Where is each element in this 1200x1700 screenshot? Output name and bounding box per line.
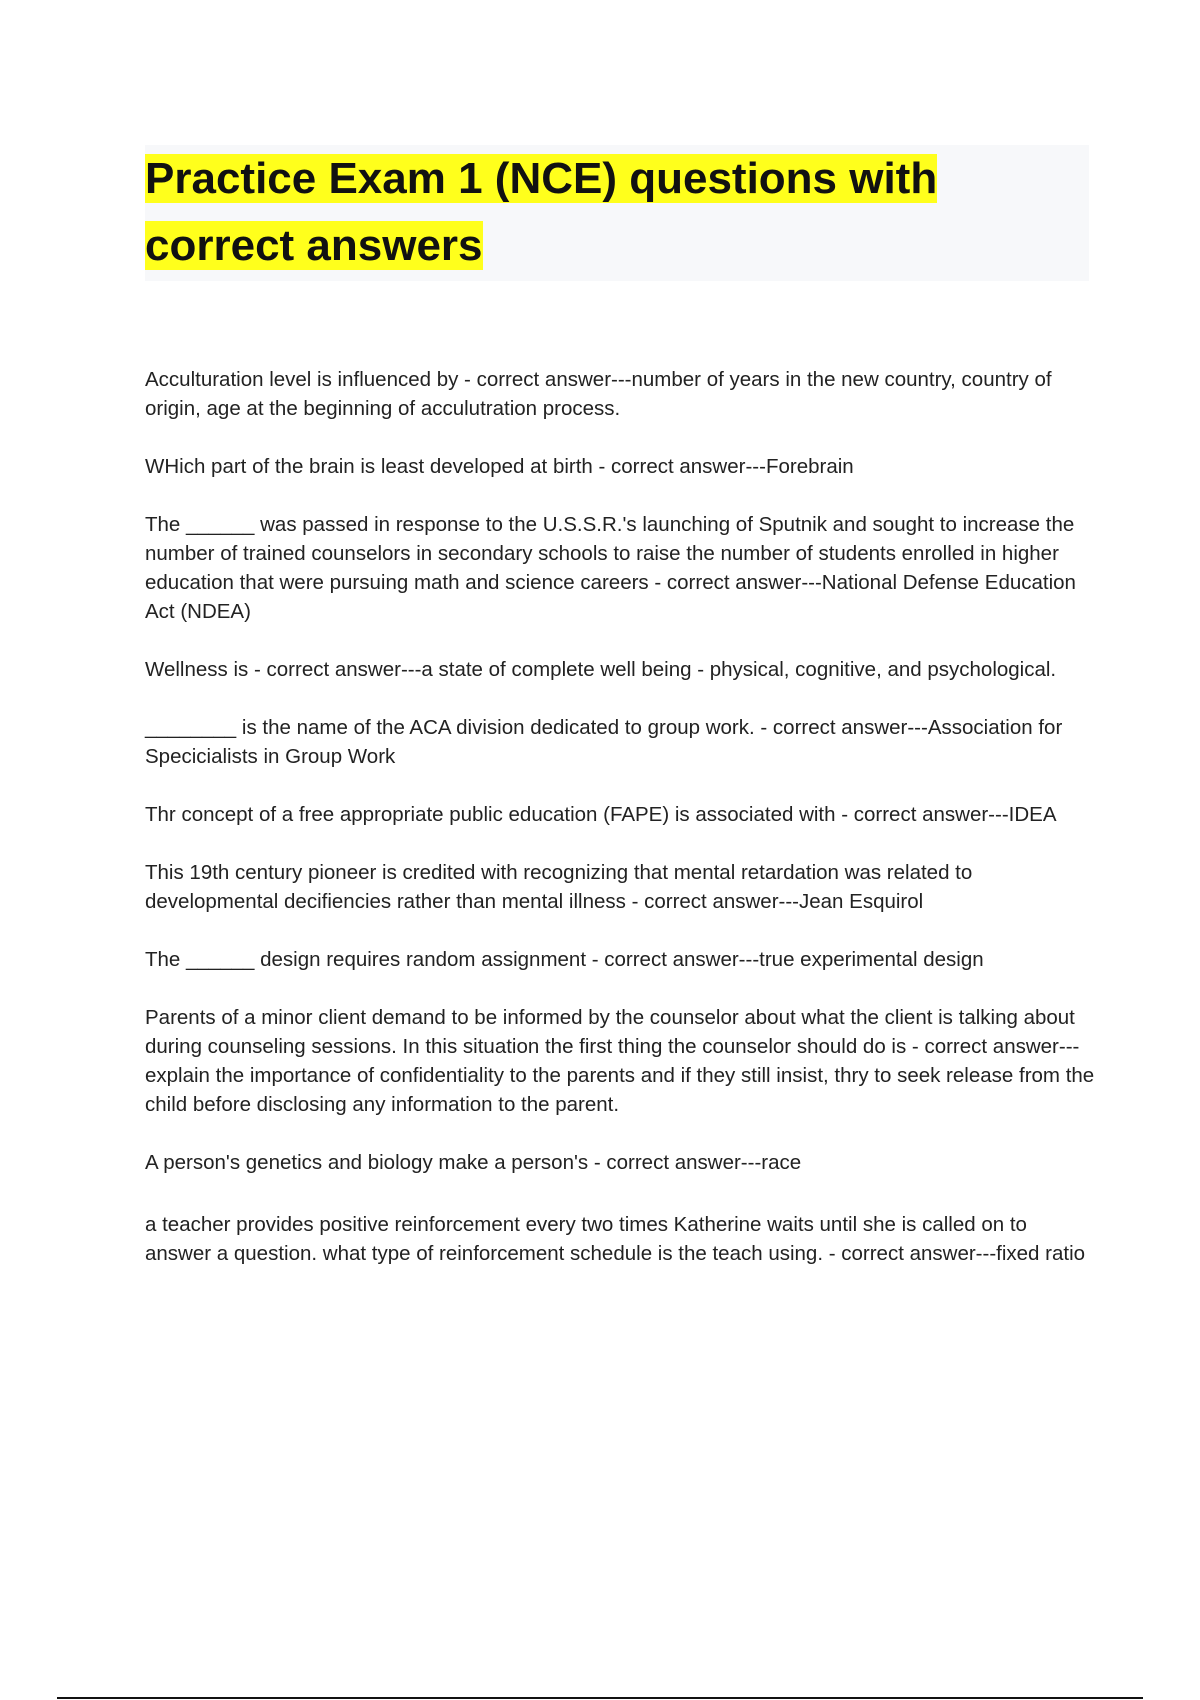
qa-item: Acculturation level is influenced by - correct answer---number of years in the new country, country of origin, age at the beginning of acculutration process. bbox=[145, 368, 1052, 420]
qa-item: Thr concept of a free appropriate public education (FAPE) is associated with - correct answer---IDEA bbox=[145, 803, 1057, 826]
qa-item: WHich part of the brain is least developed at birth - correct answer---Forebrain bbox=[145, 455, 854, 478]
qa-item: This 19th century pioneer is credited with recognizing that mental retardation was related to developmental decifiencies rather than mental illness - correct answer---Jean Esquirol bbox=[145, 861, 973, 913]
qa-item: A person's genetics and biology make a person's - correct answer---race bbox=[145, 1151, 802, 1174]
footer-divider bbox=[57, 1697, 1143, 1699]
qa-item: Wellness is - correct answer---a state of complete well being - physical, cognitive, and psychological. bbox=[145, 658, 1057, 681]
qa-item: ________ is the name of the ACA division dedicated to group work. - correct answer---Association for Specicialists in Group Work bbox=[145, 716, 1063, 768]
qa-item: The ______ design requires random assignment - correct answer---true experimental design bbox=[145, 948, 984, 971]
page-title bbox=[145, 145, 1089, 279]
page-title-text: Practice Exam 1 (NCE) questions with correct answers bbox=[145, 154, 938, 270]
qa-item: Parents of a minor client demand to be informed by the counselor about what the client is talking about during counseling sessions. In this situation the first thing the counselor should do is - correct answer---explain the importance of confidentiality to the parents and if they still insist, thry to seek release from the child before disclosing any information to the parent. bbox=[145, 1006, 1095, 1116]
question-answer-list bbox=[145, 365, 1095, 1297]
title-block bbox=[145, 145, 1089, 281]
qa-item: The ______ was passed in response to the U.S.S.R.'s launching of Sputnik and sought to increase the number of trained counselors in secondary schools to raise the number of students enrolled in higher education that were pursuing math and science careers - correct answer---National Defense Education Act (NDEA) bbox=[145, 513, 1076, 623]
qa-item: a teacher provides positive reinforcement every two times Katherine waits until she is called on to answer a question. what type of reinforcement schedule is the teach using. - correct answer---fixed ratio bbox=[145, 1213, 1086, 1265]
